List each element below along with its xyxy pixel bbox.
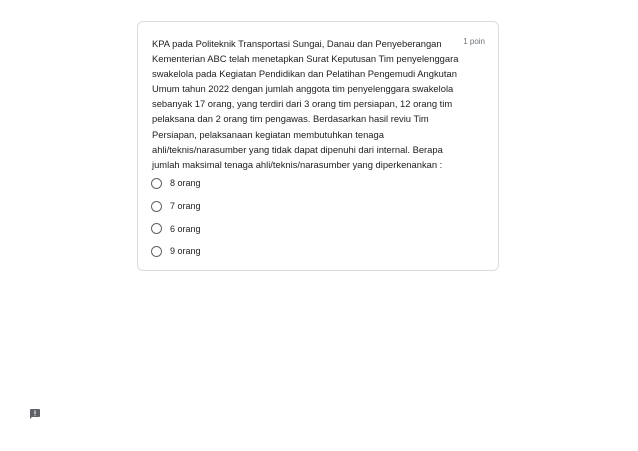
- answer-options: [151, 172, 201, 263]
- option-label: 9 orang: [170, 246, 201, 257]
- question-card: [137, 21, 499, 271]
- option-3[interactable]: [151, 217, 201, 240]
- radio-button[interactable]: [151, 201, 162, 212]
- report-feedback-icon[interactable]: [29, 407, 41, 419]
- radio-button[interactable]: [151, 246, 162, 257]
- option-label: 6 orang: [170, 223, 201, 234]
- option-label: 8 orang: [170, 178, 201, 189]
- option-label: 7 orang: [170, 201, 201, 212]
- radio-button[interactable]: [151, 178, 162, 189]
- points-label: 1 poin: [463, 37, 485, 46]
- option-4[interactable]: [151, 240, 201, 263]
- option-1[interactable]: [151, 172, 201, 195]
- radio-button[interactable]: [151, 223, 162, 234]
- option-2[interactable]: [151, 195, 201, 218]
- question-text: KPA pada Politeknik Transportasi Sungai, Danau dan Penyeberangan Kementerian ABC telah menetapkan Surat Keputusan Tim penyelenggara swakelola pada Kegiatan Pendidikan dan Pelatihan Pengemudi Angkutan Umum tahun 2022 dengan jumlah anggota tim penyelenggara swakelola sebanyak 17 orang, yang terdiri dari 3 orang tim persiapan, 12 orang tim pelaksana dan 2 orang tim pengawas. Berdasarkan hasil reviu Tim Persiapan, pelaksanaan kegiatan membutuhkan tenaga ahli/teknis/narasumber yang tidak dapat dipenuhi dari internal. Berapa jumlah maksimal tenaga ahli/teknis/narasumber yang diperkenankan :: [152, 38, 459, 170]
